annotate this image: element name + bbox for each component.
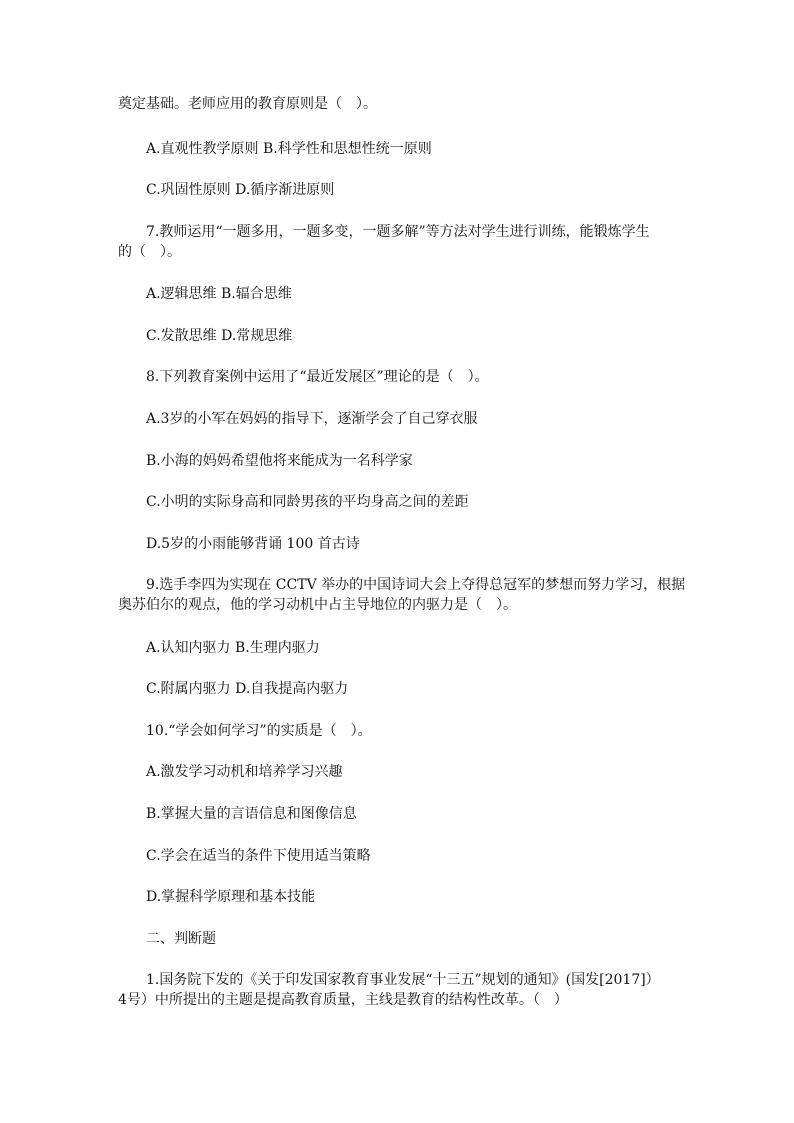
question-text: 奥苏伯尔的观点，他的学习动机中占主导地位的内驱力是（ ）。 <box>118 597 517 613</box>
option-line: C.小明的实际身高和同龄男孩的平均身高之间的差距 <box>146 494 469 510</box>
question-text: 7.教师运用“一题多用，一题多变，一题多解”等方法对学生进行训练，能锻炼学生 <box>146 224 650 240</box>
option-line: D.掌握科学原理和基本技能 <box>146 889 316 905</box>
option-line: B.小海的妈妈希望他将来能成为一名科学家 <box>146 453 413 469</box>
option-line: A.激发学习动机和培养学习兴趣 <box>146 764 343 780</box>
option-line: A.3岁的小军在妈妈的指导下，逐渐学会了自己穿衣服 <box>146 411 478 427</box>
question-text: 9.选手李四为实现在 CCTV 举办的中国诗词大会上夺得总冠军的梦想而努力学习，根据 <box>146 577 686 593</box>
question-text: 的（ ）。 <box>118 244 181 260</box>
option-line: A.直观性教学原则 B.科学性和思想性统一原则 <box>146 141 432 157</box>
option-line: C.发散思维 D.常规思维 <box>146 328 293 344</box>
option-line: B.掌握大量的言语信息和图像信息 <box>146 806 357 822</box>
judgement-question-1 <box>118 970 660 1010</box>
question-text: 1.国务院下发的《关于印发国家教育事业发展“十三五”规划的通知》(国发[2017]） <box>146 972 660 988</box>
section-heading: 二、判断题 <box>146 931 216 947</box>
question-9 <box>118 575 685 615</box>
question-text: 4号）中所提出的主题是提高教育质量，主线是教育的结构性改革。（ ） <box>118 992 568 1008</box>
option-line: A.认知内驱力 B.生理内驱力 <box>146 640 320 656</box>
option-line: C.附属内驱力 D.自我提高内驱力 <box>146 681 349 697</box>
option-line: D.5岁的小雨能够背诵 100 首古诗 <box>146 536 360 552</box>
question-8: 8.下列教育案例中运用了“最近发展区”理论的是（ ）。 <box>146 369 489 385</box>
question-10: 10.“学会如何学习”的实质是（ ）。 <box>146 723 372 739</box>
question-7 <box>118 222 650 262</box>
option-line: C.巩固性原则 D.循序渐进原则 <box>146 182 335 198</box>
option-line: A.逻辑思维 B.辐合思维 <box>146 286 292 302</box>
option-line: C.学会在适当的条件下使用适当策略 <box>146 848 371 864</box>
text-line: 奠定基础。老师应用的教育原则是（ ）。 <box>118 96 377 112</box>
